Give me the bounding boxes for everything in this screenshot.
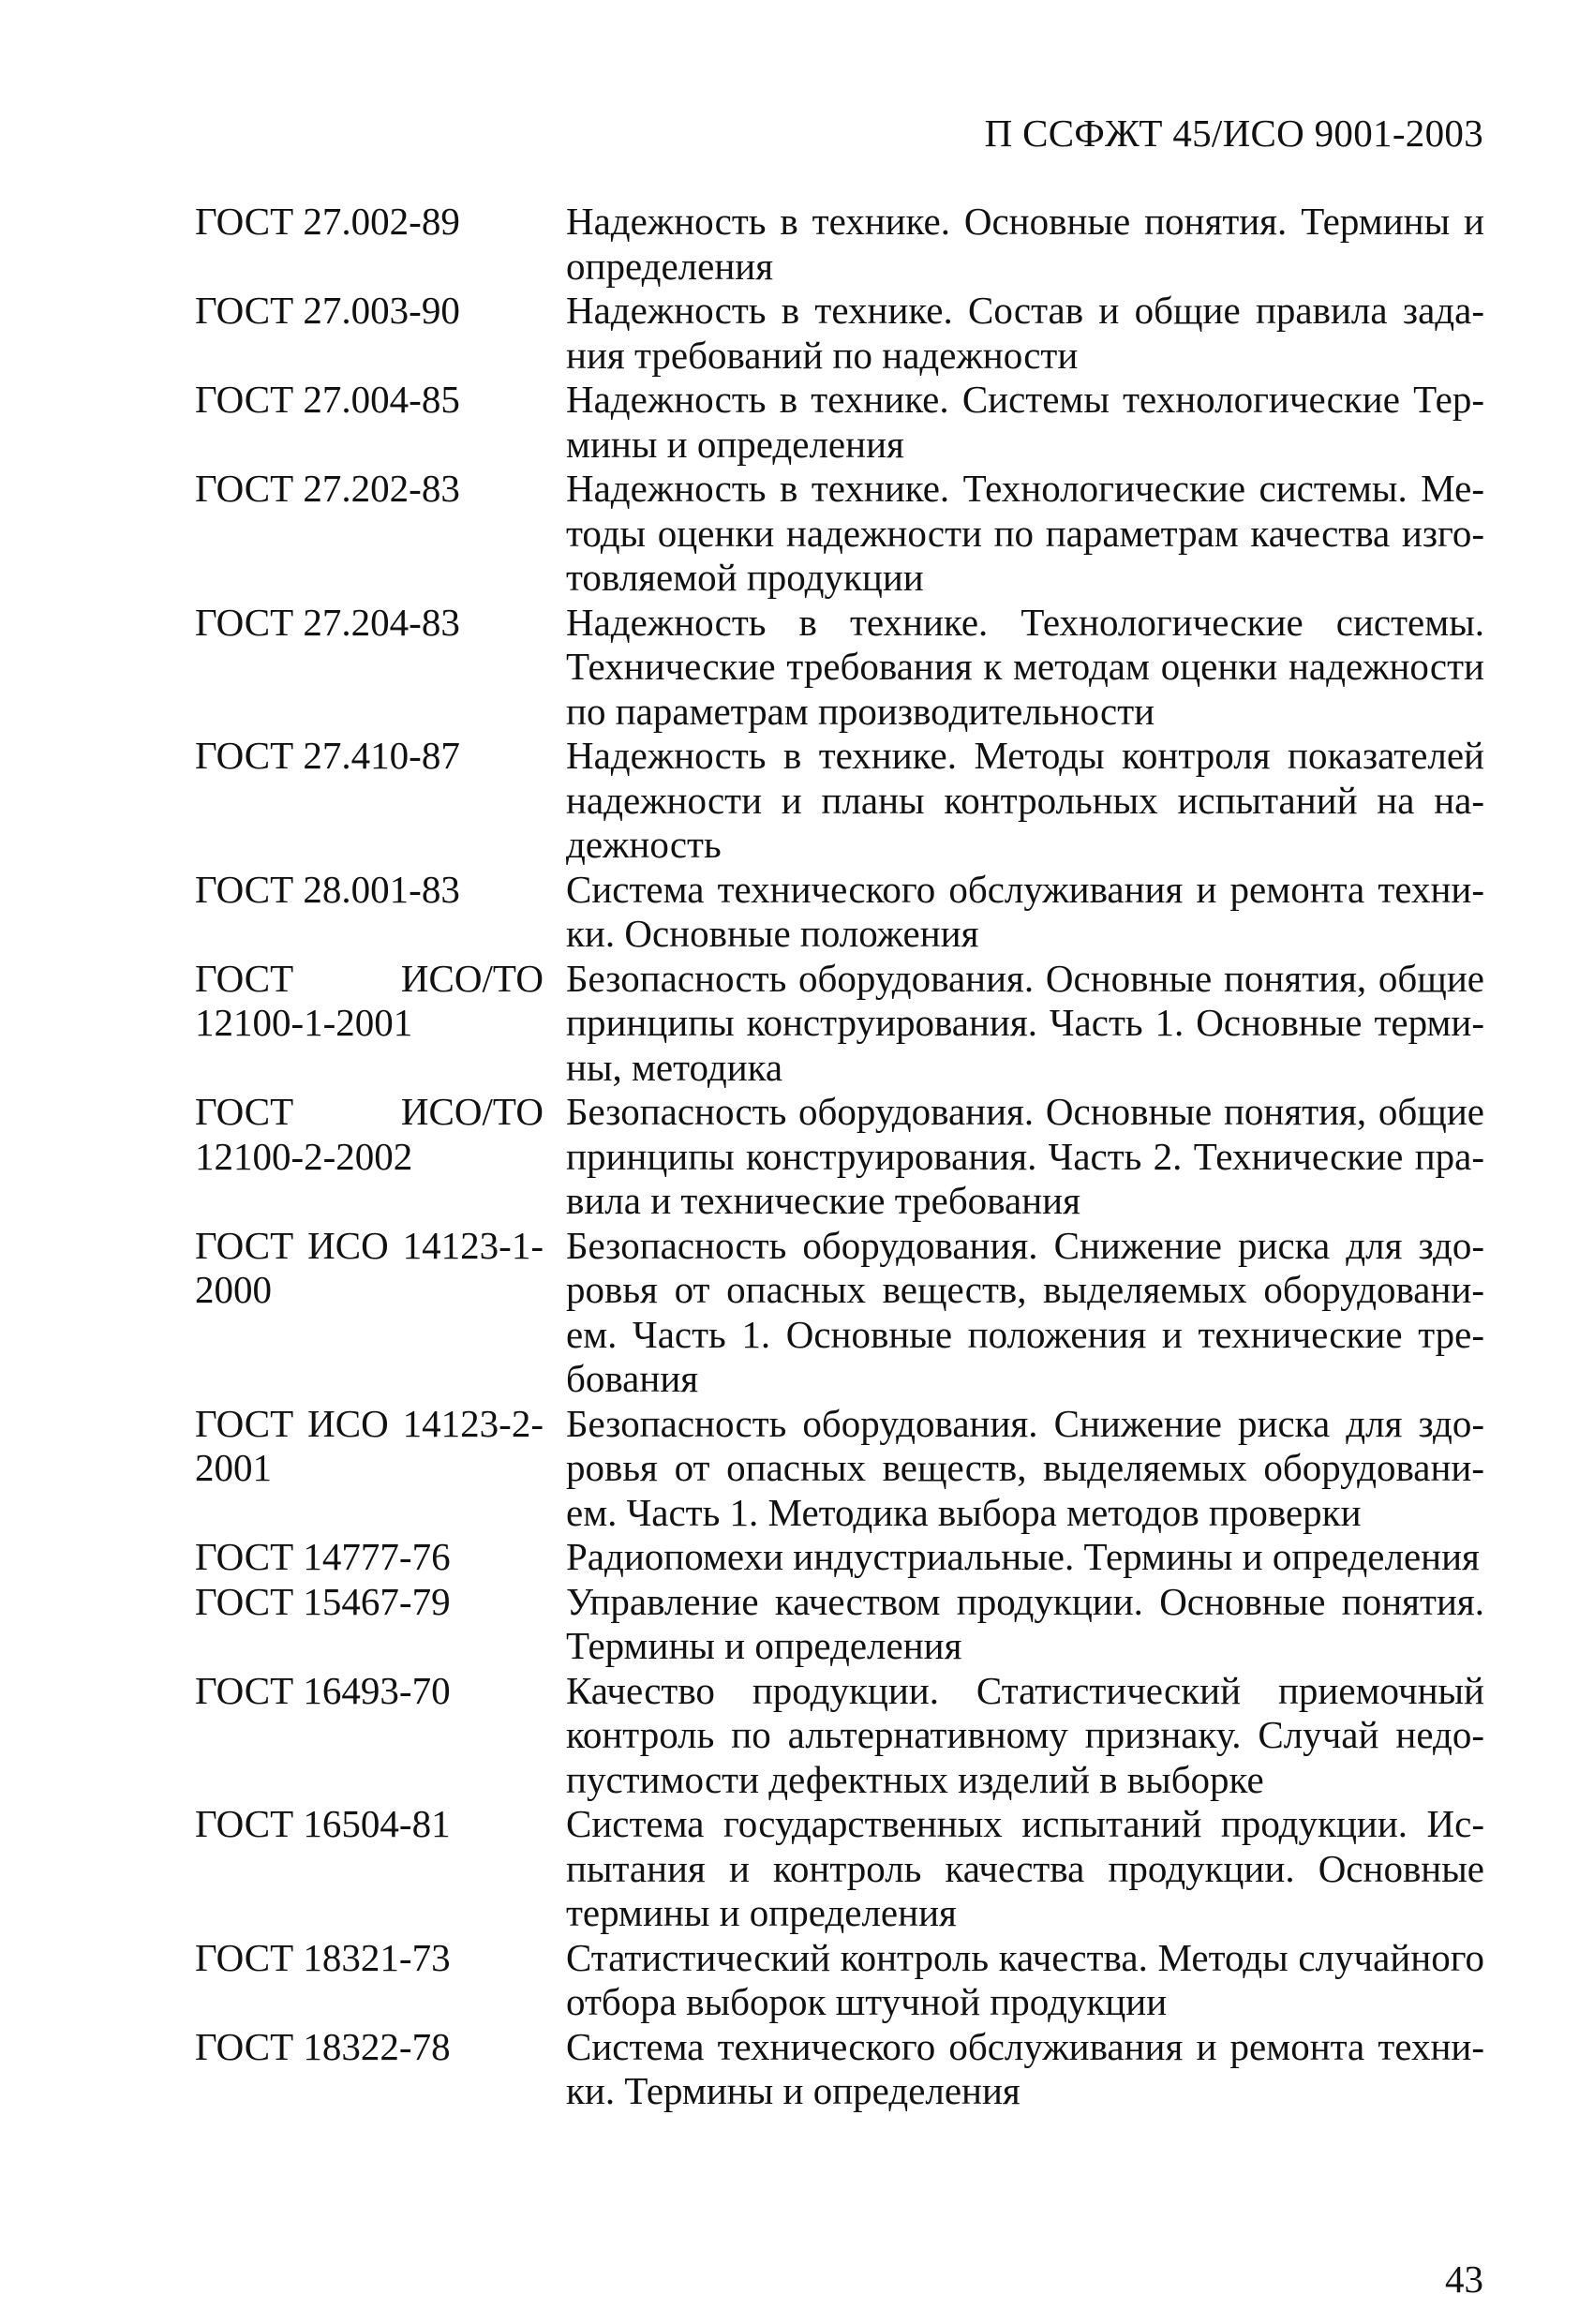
reference-code: ГОСТ 27.410-87 [195,734,460,777]
reference-title: Статистический контроль качества. Методы случайного отбора выборок штучной продукции [566,1935,1484,2023]
reference-title: Система технического обслуживания и ремонта техники. Основные положения [566,867,1484,955]
reference-title: Надежность в технике. Системы технологические Термины и определения [566,378,1484,466]
reference-code: ГОСТ 14777-76 [195,1535,451,1578]
reference-row [195,1224,1484,1402]
reference-code: ГОСТ ИСО 14123-2-2001 [195,1401,544,1489]
reference-code: ГОСТ 18321-73 [195,1935,451,1979]
reference-code: ГОСТ 16493-70 [195,1668,451,1712]
reference-code: ГОСТ 15467-79 [195,1579,451,1623]
reference-title: Качество продукции. Статистический приемочный контроль по альтернативному признаку. Случай недопустимости дефектных изделий в выборке [566,1668,1484,1801]
reference-row [195,734,1484,868]
reference-title: Надежность в технике. Технологические системы. Технические требования к методам оценки надежности по параметрам производительности [566,600,1484,733]
reference-title: Надежность в технике. Методы контроля показателей надежности и планы контрольных испытаний на надежность [566,734,1484,866]
reference-code: ГОСТ 27.004-85 [195,378,460,421]
reference-row [195,1090,1484,1224]
reference-code: ГОСТ 27.003-90 [195,289,460,332]
reference-title: Безопасность оборудования. Основные понятия, общие принципы конструирования. Часть 1. Основные термины, методика [566,956,1484,1089]
reference-code: ГОСТ 16504-81 [195,1802,451,1845]
reference-title: Система технического обслуживания и ремонта техники. Термины и определения [566,2024,1484,2112]
reference-row [195,200,1484,289]
reference-title: Управление качеством продукции. Основные понятия. Термины и определения [566,1579,1484,1667]
reference-row [195,957,1484,1091]
reference-row [195,1580,1484,1669]
reference-row [195,1936,1484,2025]
reference-title: Надежность в технике. Состав и общие правила задания требований по надежности [566,289,1484,377]
reference-code: ГОСТ 27.202-83 [195,467,460,510]
reference-row [195,378,1484,467]
reference-code: ГОСТ 18322-78 [195,2024,451,2068]
reference-row [195,1802,1484,1936]
page-number: 43 [1445,2257,1483,2301]
reference-title: Надежность в технике. Основные понятия. Термины и определения [566,200,1484,288]
reference-row [195,1535,1484,1580]
reference-code: ГОСТ ИСО/ТО 12100-2-2002 [195,1090,544,1178]
reference-row [195,2025,1484,2114]
reference-title: Безопасность оборудования. Снижение риска для здоровья от опасных веществ, выделяемых оборудованием. Часть 1. Основные положения и технические требования [566,1223,1484,1400]
reference-row [195,601,1484,735]
reference-row [195,1402,1484,1536]
reference-title: Безопасность оборудования. Снижение риска для здоровья от опасных веществ, выделяемых оборудованием. Часть 1. Методика выбора методов проверки [566,1401,1484,1534]
reference-title: Надежность в технике. Технологические системы. Методы оценки надежности по параметрам качества изготовляемой продукции [566,467,1484,599]
reference-row [195,289,1484,378]
reference-code: ГОСТ ИСО/ТО 12100-1-2001 [195,956,544,1044]
reference-code: ГОСТ ИСО 14123-1-2000 [195,1223,544,1311]
reference-row [195,1669,1484,1803]
reference-code: ГОСТ 28.001-83 [195,867,460,911]
reference-code: ГОСТ 27.204-83 [195,600,460,644]
normative-references-table [195,200,1484,2114]
reference-code: ГОСТ 27.002-89 [195,200,460,243]
reference-title: Система государственных испытаний продукции. Испытания и контроль качества продукции. Основные термины и определения [566,1802,1484,1934]
reference-title: Безопасность оборудования. Основные понятия, общие принципы конструирования. Часть 2. Технические правила и технические требования [566,1090,1484,1222]
reference-row [195,467,1484,601]
reference-row [195,868,1484,957]
page-header-document-code: П ССФЖТ 45/ИСО 9001-2003 [984,112,1483,155]
reference-title: Радиопомехи индустриальные. Термины и определения [566,1535,1480,1578]
